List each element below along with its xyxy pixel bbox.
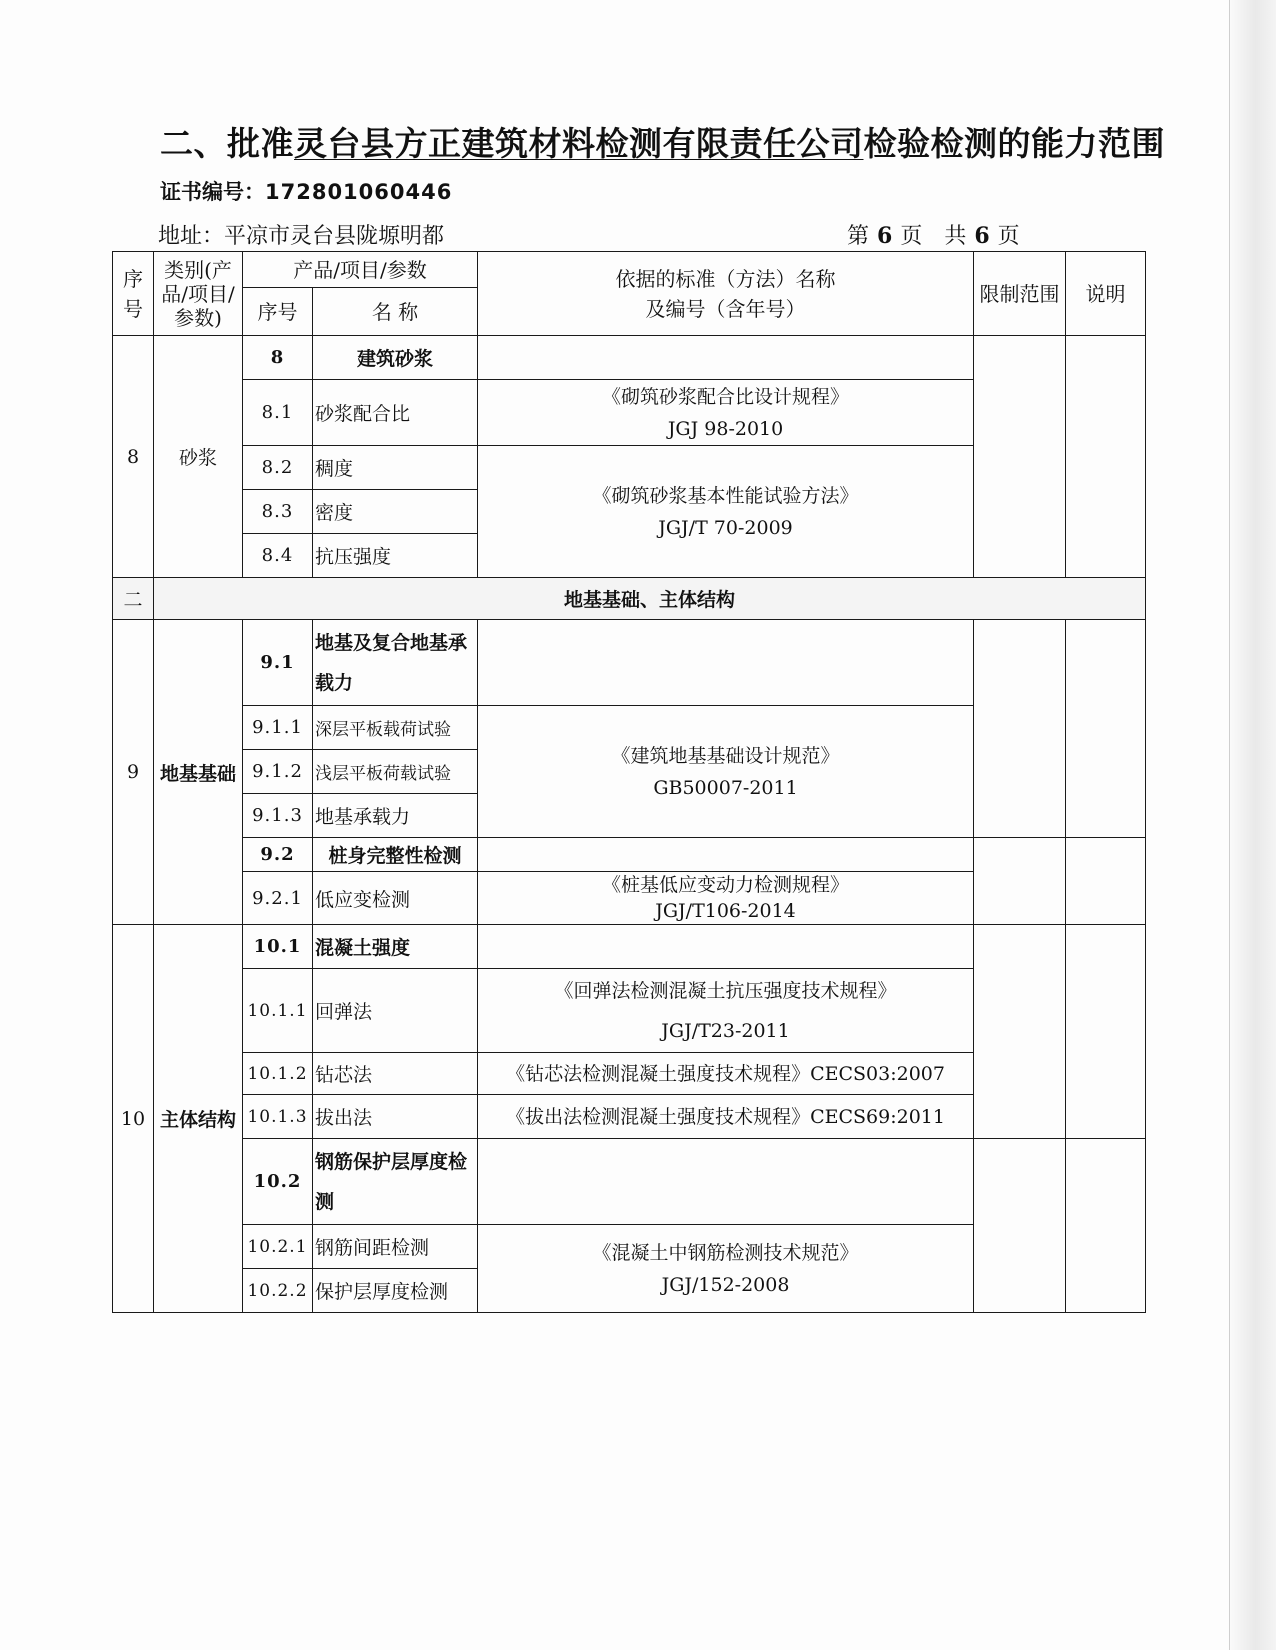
col-header-product-group-text: 产品/项目/参数 [293, 257, 427, 282]
col-header-seq [113, 252, 154, 336]
item-no: 8.3 [243, 490, 313, 534]
item-name: 地基及复合地基承载力 [313, 620, 478, 706]
item-no: 9.1.1 [243, 706, 313, 750]
page-prefix: 第 [847, 224, 870, 249]
item-no: 9.2.1 [243, 872, 313, 925]
standard-name: 《回弹法检测混凝土抗压强度技术规程》 [554, 979, 897, 1002]
item-name: 桩身完整性检测 [313, 838, 478, 872]
item-no: 10.2.1 [243, 1225, 313, 1269]
section-row [113, 578, 1146, 620]
table-row [113, 925, 1146, 969]
col-header-note [1066, 252, 1146, 336]
scan-edge [1229, 0, 1276, 1650]
col-header-standard-line2: 及编号（含年号） [645, 296, 806, 321]
standard-empty [478, 336, 974, 380]
item-name: 拔出法 [313, 1095, 478, 1139]
standard-cell [478, 1225, 974, 1313]
item-name: 密度 [313, 490, 478, 534]
item-name: 钢筋保护层厚度检测 [313, 1139, 478, 1225]
standard-code: JGJ 98-2010 [667, 417, 784, 440]
standard-cell [478, 706, 974, 838]
cert-label: 证书编号： [160, 180, 265, 204]
item-no: 8.4 [243, 534, 313, 578]
standard-empty [478, 838, 974, 872]
item-no: 10.2.2 [243, 1269, 313, 1313]
item-no: 9.2 [243, 838, 313, 872]
col-header-product-group [243, 252, 478, 288]
item-name: 混凝土强度 [313, 925, 478, 969]
group-seq: 8 [113, 336, 154, 578]
page-mid: 页 共 [900, 224, 967, 249]
item-no: 10.1.2 [243, 1053, 313, 1095]
standard-name: 《混凝土中钢筋检测技术规范》 [592, 1241, 859, 1264]
col-header-standard-line1: 依据的标准（方法）名称 [615, 266, 836, 291]
col-header-seq-text: 序号 [123, 266, 143, 321]
standard-code: JGJ/T106-2014 [655, 900, 796, 922]
cert-number-value: 172801060446 [265, 180, 453, 204]
col-header-category [154, 252, 243, 336]
item-no: 9.1.2 [243, 750, 313, 794]
col-header-limit-text: 限制范围 [979, 281, 1060, 306]
col-header-item-seq [243, 288, 313, 336]
item-name: 砂浆配合比 [313, 380, 478, 446]
item-name: 钢筋间距检测 [313, 1225, 478, 1269]
item-no: 10.1.3 [243, 1095, 313, 1139]
section-title: 地基基础、主体结构 [154, 578, 1146, 620]
note-cell [1066, 925, 1146, 1139]
item-name: 钻芯法 [313, 1053, 478, 1095]
item-name: 保护层厚度检测 [313, 1269, 478, 1313]
group-seq: 9 [113, 620, 154, 925]
item-no: 8.2 [243, 446, 313, 490]
item-no: 10.1 [243, 925, 313, 969]
note-cell [1066, 1139, 1146, 1313]
item-name: 建筑砂浆 [313, 336, 478, 380]
standard-cell: 《拔出法检测混凝土强度技术规程》CECS69:2011 [478, 1095, 974, 1139]
standard-code: GB50007-2011 [653, 776, 798, 799]
item-name: 抗压强度 [313, 534, 478, 578]
group-category: 地基基础 [154, 620, 243, 925]
standard-name: 《砌筑砂浆配合比设计规程》 [602, 385, 850, 408]
standard-cell [478, 446, 974, 578]
page-title [160, 118, 1165, 165]
limit-cell [974, 925, 1066, 1139]
standard-code: JGJ/T 70-2009 [658, 516, 793, 539]
col-header-item-name-text: 名 称 [371, 299, 419, 324]
item-no: 8 [243, 336, 313, 380]
standard-cell [478, 380, 974, 446]
table-row [113, 336, 1146, 380]
standard-cell [478, 872, 974, 925]
standard-name: 《桩基低应变动力检测规程》 [602, 874, 850, 896]
item-no: 9.1.3 [243, 794, 313, 838]
standard-empty [478, 620, 974, 706]
item-name: 深层平板载荷试验 [313, 706, 478, 750]
standard-code: JGJ/152-2008 [661, 1273, 790, 1296]
certificate-number [160, 176, 452, 206]
table-row [113, 620, 1146, 706]
section-seq: 二 [113, 578, 154, 620]
standard-empty [478, 1139, 974, 1225]
col-header-note-text: 说明 [1085, 281, 1126, 306]
limit-cell [974, 838, 1066, 925]
group-category: 砂浆 [154, 336, 243, 578]
capability-table [112, 251, 1146, 1313]
address: 地址：平凉市灵台县陇塬明都 [158, 224, 445, 249]
title-company: 灵台县方正建筑材料检测有限责任公司 [294, 124, 864, 163]
col-header-limit [974, 252, 1066, 336]
group-category: 主体结构 [154, 925, 243, 1313]
page-suffix: 页 [997, 224, 1020, 249]
standard-name: 《建筑地基基础设计规范》 [611, 744, 840, 767]
note-cell [1066, 838, 1146, 925]
item-no: 10.1.1 [243, 969, 313, 1053]
col-header-item-name [313, 288, 478, 336]
limit-cell [974, 1139, 1066, 1313]
item-name: 地基承载力 [313, 794, 478, 838]
col-header-category-text: 类别(产品/项目/参数) [161, 257, 235, 330]
item-name: 稠度 [313, 446, 478, 490]
page-indicator [847, 219, 1020, 250]
note-cell [1066, 620, 1146, 838]
item-no: 10.2 [243, 1139, 313, 1225]
title-suffix: 检验检测的能力范围 [863, 124, 1165, 163]
title-prefix: 二、批准 [160, 124, 294, 163]
page-total: 6 [974, 223, 990, 249]
group-seq: 10 [113, 925, 154, 1313]
item-no: 8.1 [243, 380, 313, 446]
limit-cell [974, 620, 1066, 838]
note-cell [1066, 336, 1146, 578]
col-header-standard [478, 252, 974, 336]
page-number: 6 [877, 223, 893, 249]
standard-empty [478, 925, 974, 969]
standard-name: 《砌筑砂浆基本性能试验方法》 [592, 484, 859, 507]
item-name: 回弹法 [313, 969, 478, 1053]
item-no: 9.1 [243, 620, 313, 706]
standard-code: JGJ/T23-2011 [661, 1019, 790, 1042]
table-row [113, 838, 1146, 872]
standard-cell: 《钻芯法检测混凝土强度技术规程》CECS03:2007 [478, 1053, 974, 1095]
table-row [113, 1139, 1146, 1225]
limit-cell [974, 336, 1066, 578]
standard-cell [478, 969, 974, 1053]
item-name: 浅层平板荷载试验 [313, 750, 478, 794]
item-name: 低应变检测 [313, 872, 478, 925]
col-header-item-seq-text: 序号 [257, 299, 298, 324]
